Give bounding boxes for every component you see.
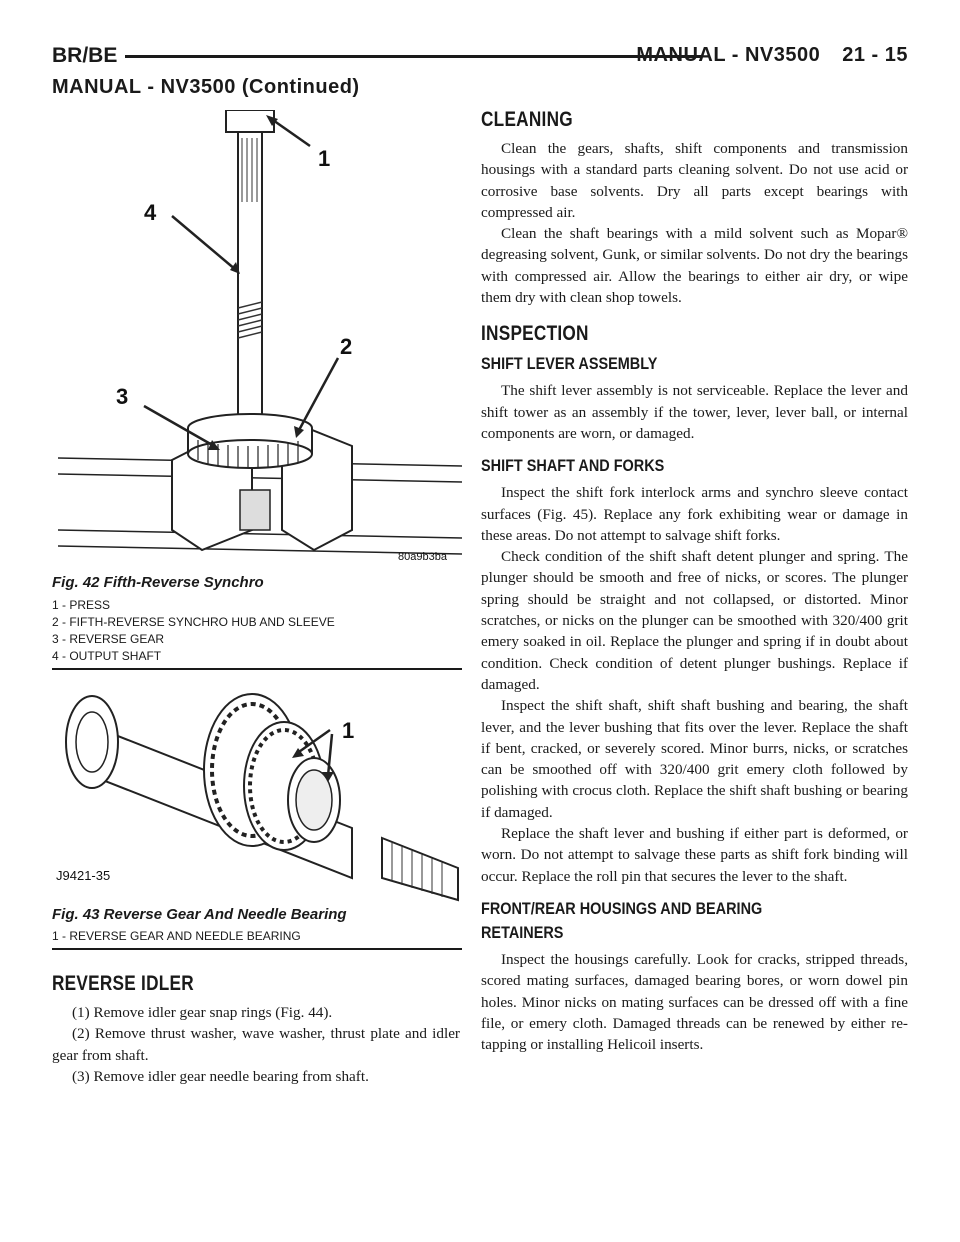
shift-lever-heading: SHIFT LEVER ASSEMBLY bbox=[481, 354, 658, 374]
continued-title: MANUAL - NV3500 (Continued) bbox=[52, 76, 360, 98]
step-2: (2) Remove thrust washer, wave washer, thrust plate and idler gear from shaft. bbox=[52, 1025, 460, 1064]
cleaning-section bbox=[481, 108, 908, 308]
reverse-idler-heading: REVERSE IDLER bbox=[52, 972, 194, 995]
callout-1: 1 bbox=[318, 146, 331, 171]
figure-42-code: 80a9b3ba bbox=[398, 551, 447, 563]
inspection-section bbox=[481, 322, 908, 1055]
shift-shaft-heading: SHIFT SHAFT AND FORKS bbox=[481, 456, 665, 476]
step-1: (1) Remove idler gear snap rings (Fig. 44). bbox=[72, 1004, 333, 1021]
step-3: (3) Remove idler gear needle bearing from shaft. bbox=[72, 1067, 369, 1085]
figure-42-caption: Fig. 42 Fifth-Reverse Synchro bbox=[52, 574, 264, 591]
shift-shaft-paragraph: Replace the shaft lever and bushing if either part is deformed, or worn. Do not attempt to salvage these parts as shift fork binding will occur. Replace the roll pin that secures the lever to the shaft. bbox=[481, 825, 908, 885]
housings-heading-line2: RETAINERS bbox=[481, 922, 564, 942]
cleaning-paragraph: Clean the shaft bearings with a mild solvent such as Mopar® degreasing solvent, Gunk, or similar solvents. Do not dry the bearings with compressed air. Allow the bearings to either air dry, or wipe them dry with clean shop towels. bbox=[481, 225, 908, 307]
figure-43-illustration bbox=[52, 678, 462, 906]
header-section-title: MANUAL - NV3500 bbox=[636, 44, 821, 66]
shift-shaft-paragraph: Inspect the shift fork interlock arms and synchro sleeve contact surfaces (Fig. 45). Replace any fork exhibiting wear or damage in these areas. Do not attempt to salvage shift forks. bbox=[481, 484, 908, 544]
callout-1: 1 bbox=[342, 718, 355, 743]
shift-shaft-subsection bbox=[481, 454, 908, 887]
figure-42-rule bbox=[52, 668, 462, 670]
cleaning-heading: CLEANING bbox=[481, 108, 573, 131]
cleaning-paragraph: Clean the gears, shafts, shift components and transmission housings with a standard parts cleaning solvent. Do not use acid or corrosive base solvents. Dry all parts except bearings with compressed air. bbox=[481, 140, 908, 221]
shift-lever-subsection bbox=[481, 352, 908, 444]
header-model: BR/BE bbox=[52, 44, 118, 67]
reverse-idler-section bbox=[52, 972, 460, 1087]
shift-shaft-paragraph: Inspect the shift shaft, shift shaft bushing and bearing, the shaft lever, and the lever bushing that fits over the lever. Replace the shaft if bent, cracked, or severely scored. Minor burrs, nicks, or scratches can be smoothed off with 320/400 grit emery cloth followed by polishing with crocus cloth. Replace the shift shaft bushing or bearing if damaged. bbox=[481, 697, 908, 821]
housings-paragraph: Inspect the housings carefully. Look for cracks, stripped threads, scored mating surfaces, damaged bearing bores, or worn dowel pin holes. Minor nicks on mating surfaces can be dressed off with a fine file, or emery cloth. Damaged threads can be renewed by either re-tapping or installing Helicoil inserts. bbox=[481, 950, 908, 1054]
right-column bbox=[481, 108, 908, 1069]
figure-43-rule bbox=[52, 948, 462, 950]
page-number: 21 - 15 bbox=[842, 44, 908, 66]
housings-subsection bbox=[481, 897, 908, 1055]
housings-heading bbox=[481, 897, 844, 945]
figure-43-legend-1: 1 - REVERSE GEAR AND NEEDLE BEARING bbox=[52, 929, 301, 943]
housings-heading-line1: FRONT/REAR HOUSINGS AND BEARING bbox=[481, 898, 763, 918]
callout-3: 3 bbox=[116, 384, 129, 409]
callout-2: 2 bbox=[340, 334, 353, 359]
figure-43-code: J9421-35 bbox=[56, 868, 111, 883]
callout-4: 4 bbox=[144, 200, 157, 225]
figure-42-illustration bbox=[52, 110, 462, 570]
figure-42-legend-2: 2 - FIFTH-REVERSE SYNCHRO HUB AND SLEEVE bbox=[52, 615, 335, 629]
header-rule bbox=[125, 55, 702, 58]
shift-lever-paragraph: The shift lever assembly is not serviceable. Replace the lever and shift tower as an assembly if the tower, lever, lever ball, or internal components are worn, or damaged. bbox=[481, 382, 908, 442]
shift-shaft-paragraph: Check condition of the shift shaft detent plunger and spring. The plunger should be smooth and free of nicks, or scores. The plunger spring should be straight and not collapsed, or distorted. Minor scratches, or nicks on the plunger can be smoothed with 320/400 grit emery soaked in oil. Replace the plunger and spring if in doubt about condition. Check condition of detent plunger bushings. Replace if damaged. bbox=[481, 548, 908, 693]
inspection-heading: INSPECTION bbox=[481, 322, 589, 346]
figure-42-legend-1: 1 - PRESS bbox=[52, 598, 111, 612]
header-section bbox=[636, 44, 908, 67]
figure-42-legend-4: 4 - OUTPUT SHAFT bbox=[52, 649, 162, 663]
figure-43-caption: Fig. 43 Reverse Gear And Needle Bearing bbox=[52, 906, 347, 923]
figure-42-legend-3: 3 - REVERSE GEAR bbox=[52, 632, 165, 646]
